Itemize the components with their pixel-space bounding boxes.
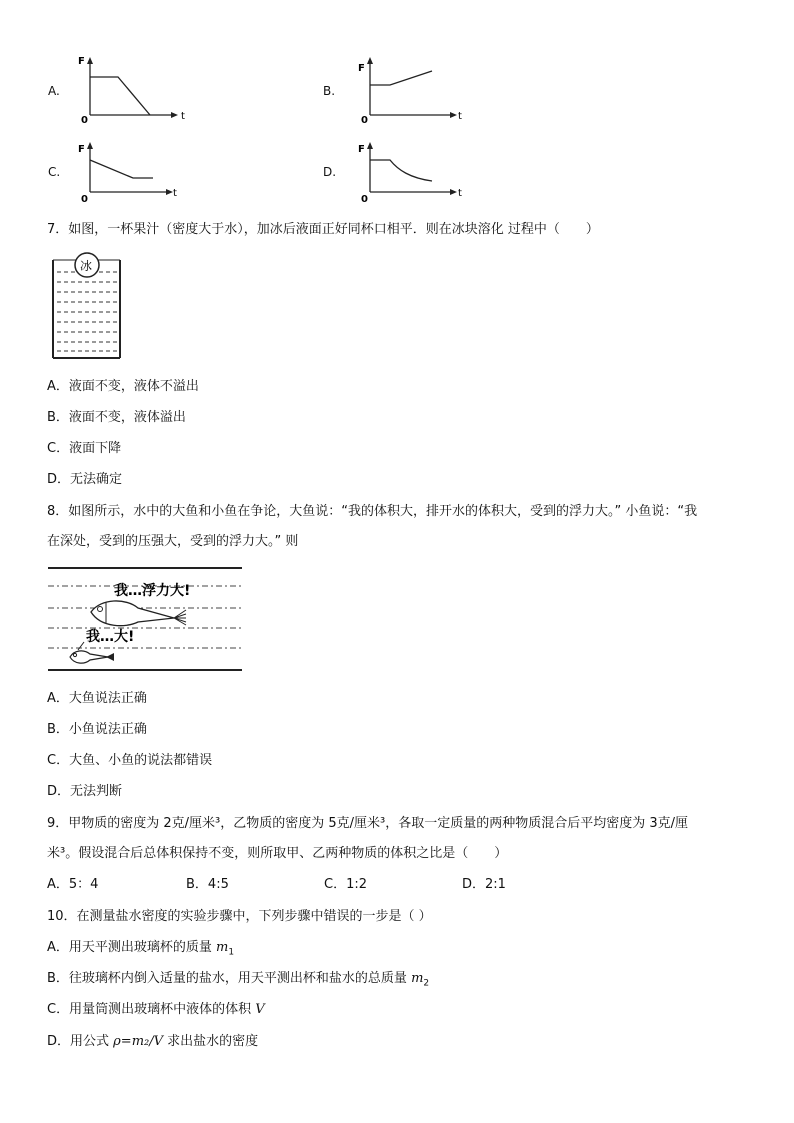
q8-option-b[interactable]: B．小鱼说法正确 — [47, 722, 147, 737]
q7-option-c[interactable]: C．液面下降 — [47, 441, 122, 456]
graph-c-axis-f: F — [78, 144, 85, 155]
graph-c — [78, 140, 188, 210]
q9-option-c[interactable]: C．1:2 — [324, 877, 367, 892]
graph-a-origin: 0 — [81, 115, 88, 125]
q8-stem-line1: 8．如图所示，水中的大鱼和小鱼在争论，大鱼说：“我的体积大，排开水的体积大，受到的浮力大。” 小鱼说：“我 — [47, 504, 698, 519]
q9-option-a[interactable]: A．5：4 — [47, 877, 99, 892]
q10-option-c-var: V — [255, 1002, 265, 1017]
q8-option-a[interactable]: A．大鱼说法正确 — [47, 691, 147, 706]
q10-option-d[interactable] — [47, 1033, 258, 1051]
q7-option-d[interactable]: D．无法确定 — [47, 472, 123, 487]
q10-option-b[interactable] — [47, 970, 429, 993]
q10-option-c[interactable] — [47, 1001, 265, 1019]
graph-d — [352, 140, 467, 210]
graph-b-origin: 0 — [361, 115, 368, 125]
graph-b — [352, 55, 467, 125]
q10-option-d-formula: ρ=m₂/V — [113, 1034, 163, 1049]
q9-option-d[interactable]: D．2:1 — [462, 877, 506, 892]
q10-option-b-sub: 2 — [423, 978, 430, 989]
q10-option-a-sub: 1 — [228, 947, 235, 958]
q10-option-d-prefix: D．用公式 — [47, 1034, 110, 1049]
small-fish — [70, 651, 114, 663]
graph-c-label: C. — [48, 165, 61, 179]
q7-option-b[interactable]: B．液面不变，液体溢出 — [47, 410, 186, 425]
q10-stem: 10．在测量盐水密度的实验步骤中，下列步骤中错误的一步是（ ） — [47, 909, 432, 924]
graph-d-axis-f: F — [358, 144, 365, 155]
q7-stem: 7．如图，一杯果汁（密度大于水），加冰后液面正好同杯口相平．则在冰块溶化 过程中（ ） — [47, 222, 599, 237]
big-fish-speech: 我…浮力大! — [114, 583, 191, 599]
small-fish-speech: 我…大! — [86, 629, 135, 645]
q10-option-a[interactable] — [47, 939, 234, 962]
juice-cup-figure — [50, 250, 135, 365]
graph-c-origin: 0 — [81, 194, 88, 205]
graph-b-axis-f: F — [358, 63, 365, 74]
ice-label: 冰 — [80, 259, 93, 273]
q8-stem-line2: 在深处，受到的压强大，受到的浮力大。” 则 — [47, 534, 299, 549]
q8-option-c[interactable]: C．大鱼、小鱼的说法都错误 — [47, 753, 213, 768]
q10-option-b-text: B．往玻璃杯内倒入适量的盐水，用天平测出杯和盐水的总质量 — [47, 971, 407, 986]
q7-option-a[interactable]: A．液面不变，液体不溢出 — [47, 379, 199, 394]
q10-option-b-var: m — [411, 971, 424, 986]
graph-d-origin: 0 — [361, 194, 368, 205]
graph-d-label: D. — [323, 165, 337, 179]
q9-option-b[interactable]: B．4:5 — [186, 877, 229, 892]
q8-option-d[interactable]: D．无法判断 — [47, 784, 123, 799]
q10-option-a-text: A．用天平测出玻璃杯的质量 — [47, 940, 212, 955]
graph-b-label: B. — [323, 84, 336, 98]
big-fish — [91, 601, 186, 626]
graph-c-axis-t: t — [173, 188, 177, 199]
q9-stem-line1: 9．甲物质的密度为 2克/厘米³，乙物质的密度为 5克/厘米³，各取一定质量的两种物质混合后平均密度为 3克/厘 — [47, 816, 689, 831]
graph-a-label: A. — [48, 84, 60, 98]
graph-b-axis-t: t — [458, 111, 462, 122]
q10-option-d-suffix: 求出盐水的密度 — [167, 1034, 259, 1049]
q9-stem-line2: 米³。假设混合后总体积保持不变，则所取甲、乙两种物质的体积之比是（ ） — [47, 846, 508, 861]
fish-figure — [46, 562, 244, 676]
graph-a-axis-t: t — [181, 111, 185, 122]
graph-a — [78, 55, 188, 125]
q10-option-c-text: C．用量筒测出玻璃杯中液体的体积 — [47, 1002, 252, 1017]
q10-option-a-var: m — [216, 940, 229, 955]
graph-a-axis-f: F — [78, 56, 85, 67]
graph-d-axis-t: t — [458, 188, 462, 199]
